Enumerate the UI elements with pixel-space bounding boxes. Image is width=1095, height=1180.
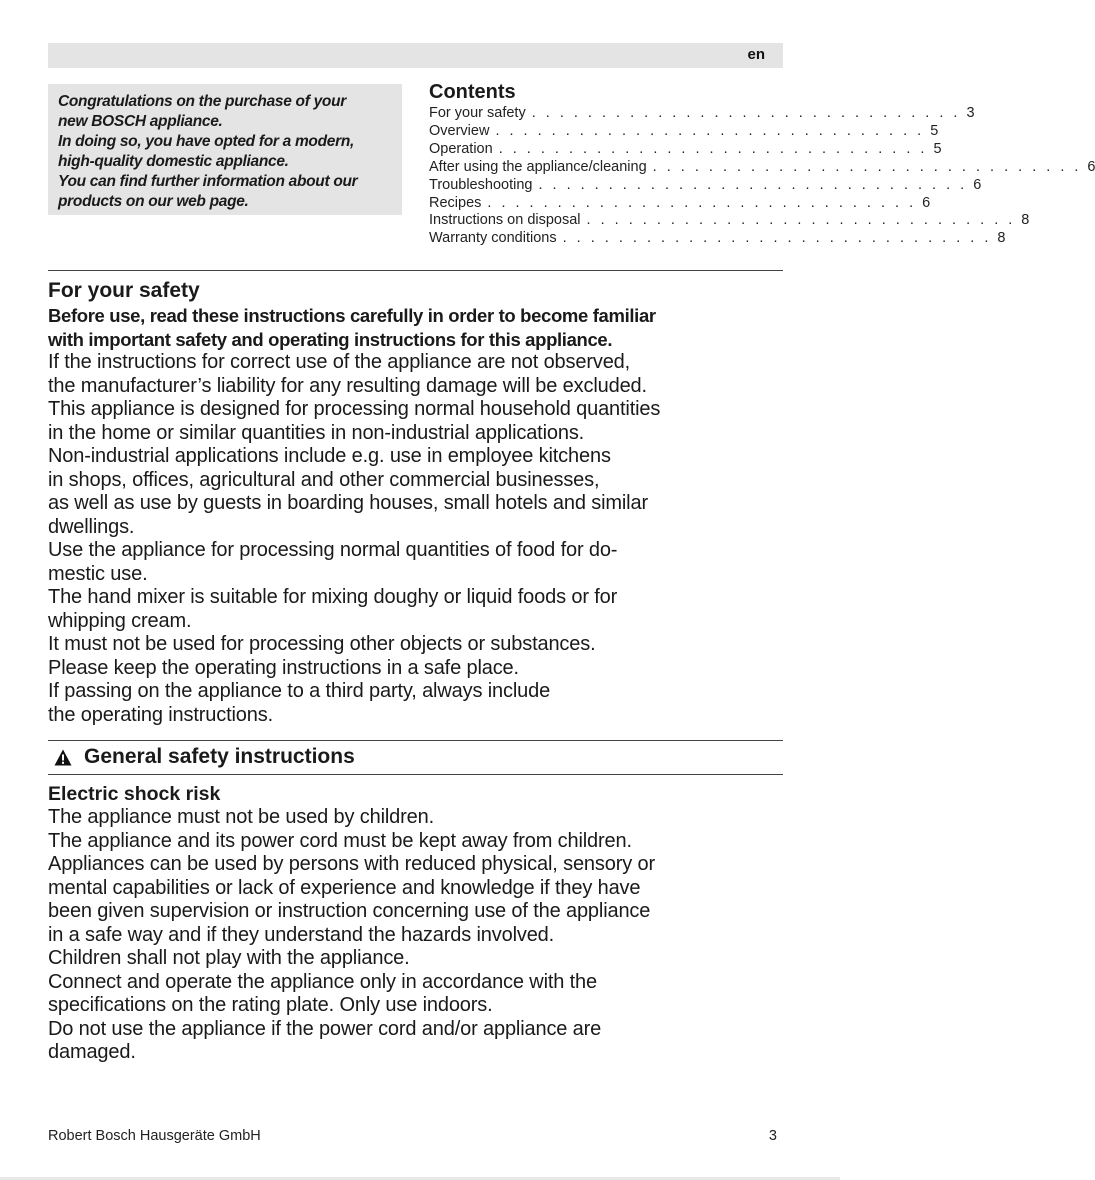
intro-line: Congratulations on the purchase of your: [58, 93, 346, 110]
safety-text-line: mestic use.: [48, 562, 148, 585]
general-safety-heading: [48, 744, 355, 770]
toc-item-label: Instructions on disposal: [429, 212, 581, 229]
toc-item-page: 3: [966, 105, 975, 121]
toc-item-label: Troubleshooting: [429, 176, 533, 193]
toc-item[interactable]: [429, 140, 942, 159]
footer-page-number: 3: [768, 1128, 777, 1144]
toc-leader-dots: . . . . . . . . . . . . . . . . . . . . . . . . . . . . . . .: [498, 140, 928, 157]
safety-text-line: the manufacturer’s liability for any resulting damage will be excluded.: [48, 374, 647, 397]
intro-line: new BOSCH appliance.: [58, 113, 223, 130]
toc-leader-dots: . . . . . . . . . . . . . . . . . . . . . . . . . . . . . . .: [495, 122, 925, 139]
section-divider: [48, 270, 783, 271]
safety-text-line: The hand mixer is suitable for mixing doughy or liquid foods or for: [48, 586, 618, 608]
toc-item-page: 8: [1021, 212, 1030, 229]
intro-line: In doing so, you have opted for a modern,: [58, 133, 354, 150]
toc-item-label: After using the appliance/cleaning: [429, 158, 647, 175]
toc-item[interactable]: [429, 176, 982, 195]
toc-item-page: 5: [933, 140, 942, 157]
general-text-line: The appliance and its power cord must be kept away from children.: [48, 829, 632, 852]
general-safety-title: General safety instructions: [84, 745, 355, 768]
general-text-line: been given supervision or instruction concerning use of the appliance: [48, 900, 651, 922]
toc-item-page: 8: [997, 230, 1006, 247]
safety-lead-line: with important safety and operating instructions for this appliance.: [48, 328, 613, 350]
general-text-line: The appliance must not be used by children.: [48, 806, 435, 828]
toc-item-label: Operation: [429, 140, 493, 157]
toc-item-page: 6: [973, 176, 982, 193]
safety-text-line: If passing on the appliance to a third party, always include: [48, 680, 551, 702]
language-bar: [48, 43, 783, 68]
toc-item[interactable]: [429, 212, 1030, 230]
safety-text-line: It must not be used for processing other objects or substances.: [48, 633, 596, 655]
safety-text-line: Use the appliance for processing normal quantities of food for do-: [48, 539, 618, 561]
toc-leader-dots: . . . . . . . . . . . . . . . . . . . . . . . . . . . . . . .: [531, 105, 961, 121]
toc-leader-dots: . . . . . . . . . . . . . . . . . . . . . . . . . . . . . . .: [562, 230, 992, 247]
intro-box: [48, 84, 402, 215]
toc-leader-dots: . . . . . . . . . . . . . . . . . . . . . . . . . . . . . . .: [487, 194, 917, 211]
general-safety-section: [48, 782, 788, 1065]
toc-leader-dots: . . . . . . . . . . . . . . . . . . . . . . . . . . . . . . .: [652, 158, 1082, 175]
safety-text-line: the operating instructions.: [48, 703, 273, 726]
section-divider: [48, 774, 783, 775]
electric-shock-subtitle: Electric shock risk: [48, 783, 221, 805]
safety-section: [48, 278, 788, 727]
safety-text-line: as well as use by guests in boarding houses, small hotels and similar: [48, 492, 648, 514]
safety-text-line: in shops, offices, agricultural and other commercial businesses,: [48, 468, 600, 491]
safety-text-line: This appliance is designed for processing normal household quantities: [48, 398, 661, 420]
safety-text-line: in the home or similar quantities in non-industrial applications.: [48, 421, 585, 444]
general-text-line: mental capabilities or lack of experience and knowledge if they have: [48, 876, 641, 899]
toc-item-label: Recipes: [429, 194, 482, 211]
toc-item[interactable]: [429, 194, 931, 213]
safety-text-line: dwellings.: [48, 515, 135, 538]
toc-item-page: 5: [930, 122, 939, 139]
warning-triangle-icon: [54, 749, 72, 766]
toc-item-label: Warranty conditions: [429, 230, 557, 247]
general-text-line: damaged.: [48, 1041, 136, 1063]
toc-item-label: Overview: [429, 122, 490, 139]
general-text-line: Children shall not play with the appliance.: [48, 947, 410, 969]
safety-text-line: Please keep the operating instructions in a safe place.: [48, 656, 519, 679]
table-of-contents: [429, 80, 1095, 248]
safety-text-line: whipping cream.: [48, 609, 192, 632]
general-text-line: Appliances can be used by persons with reduced physical, sensory or: [48, 853, 655, 875]
intro-line: products on our web page.: [58, 193, 249, 210]
toc-leader-dots: . . . . . . . . . . . . . . . . . . . . . . . . . . . . . . .: [586, 212, 1016, 229]
toc-item[interactable]: [429, 105, 975, 123]
toc-item-page: 6: [922, 194, 931, 211]
general-text-line: in a safe way and if they understand the hazards involved.: [48, 923, 555, 946]
language-code: en: [747, 46, 765, 63]
section-divider: [48, 740, 783, 741]
toc-item[interactable]: [429, 158, 1095, 177]
intro-line: You can find further information about our: [58, 173, 358, 190]
footer-company: Robert Bosch Hausgeräte GmbH: [48, 1128, 261, 1144]
safety-title: For your safety: [48, 279, 200, 302]
contents-title: Contents: [429, 81, 516, 103]
general-text-line: specifications on the rating plate. Only use indoors.: [48, 994, 493, 1016]
safety-text-line: If the instructions for correct use of the appliance are not observed,: [48, 351, 631, 373]
general-text-line: Do not use the appliance if the power cord and/or appliance are: [48, 1017, 602, 1040]
safety-lead-line: Before use, read these instructions carefully in order to become familiar: [48, 305, 656, 326]
toc-item[interactable]: [429, 230, 1006, 248]
safety-text-line: Non-industrial applications include e.g. use in employee kitchens: [48, 445, 611, 467]
intro-line: high-quality domestic appliance.: [58, 153, 289, 170]
general-text-line: Connect and operate the appliance only in accordance with the: [48, 970, 598, 993]
toc-item[interactable]: [429, 122, 939, 141]
toc-item-label: For your safety: [429, 105, 526, 121]
toc-leader-dots: . . . . . . . . . . . . . . . . . . . . . . . . . . . . . . .: [538, 176, 968, 193]
toc-item-page: 6: [1087, 158, 1095, 175]
